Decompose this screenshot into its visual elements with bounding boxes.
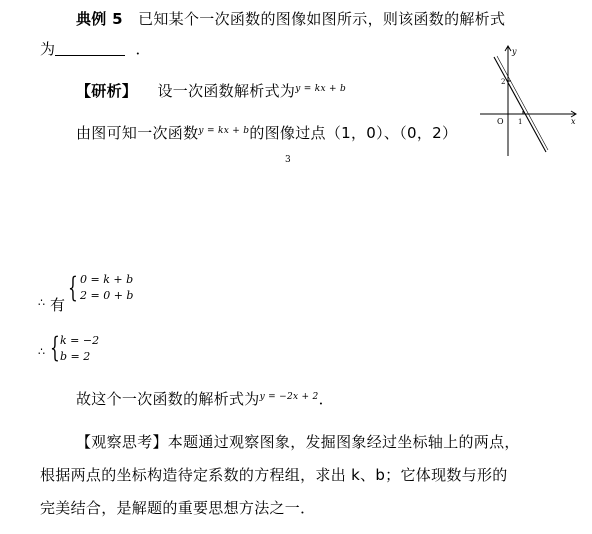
stray-number: 3: [285, 155, 291, 165]
answer-suffix: ．: [135, 40, 151, 58]
conclusion-line: [76, 388, 334, 409]
analysis-tag: 【研析】: [76, 82, 138, 100]
y-axis-label: y: [512, 47, 517, 56]
system-1-word: 有: [50, 296, 66, 314]
analysis-math-1: y = kx + b: [295, 84, 347, 94]
reflection-line-1: 【观察思考】本题通过观察图象，发掘图象经过坐标轴上的两点，: [76, 433, 520, 451]
example-line-2: [40, 38, 151, 59]
brace-2: {: [50, 331, 60, 364]
answer-prefix: 为: [40, 40, 56, 58]
system-2-eq-2: b = 2: [60, 350, 91, 363]
therefore-symbol-2: ∴: [38, 345, 45, 358]
analysis-text-2a: 由图可知一次函数: [76, 124, 199, 142]
analysis-line-1: [76, 80, 346, 101]
x-tick-label: 1: [518, 118, 523, 126]
system-1-eq-1: 0 = k + b: [80, 273, 134, 286]
conclusion-suffix: ．: [318, 390, 334, 408]
function-graph: [478, 44, 578, 159]
reflection-line-2: 根据两点的坐标构造待定系数的方程组，求出 k、b；它体现数与形的: [40, 466, 508, 484]
x-axis-label: x: [571, 117, 576, 126]
analysis-text-1: 设一次函数解析式为: [157, 82, 296, 100]
brace-1: {: [68, 271, 78, 304]
reflection-line-3: 完美结合，是解题的重要思想方法之一．: [40, 499, 316, 517]
conclusion-text: 故这个一次函数的解析式为: [76, 390, 260, 408]
analysis-math-2: y = kx + b: [198, 126, 250, 136]
function-line: [494, 57, 546, 152]
analysis-line-2: [76, 122, 457, 143]
therefore-symbol-1: ∴: [38, 296, 45, 309]
origin-label: O: [497, 117, 504, 126]
example-line-1: [76, 8, 505, 29]
analysis-text-2b: 的图像过点（1，0）、（0，2）: [249, 124, 458, 142]
example-label: 典例 5: [76, 10, 123, 28]
example-question: 已知某个一次函数的图像如图所示，则该函数的解析式: [138, 10, 506, 28]
system-1-eq-2: 2 = 0 + b: [80, 289, 134, 302]
system-2-eq-1: k = −2: [60, 334, 100, 347]
function-line-shadow: [497, 56, 548, 150]
conclusion-math: y = −2x + 2: [259, 392, 319, 402]
equation-system-2: [38, 333, 158, 373]
equation-system-1: [38, 272, 158, 312]
y-tick-label: 2: [501, 78, 506, 86]
answer-blank: [55, 41, 125, 56]
